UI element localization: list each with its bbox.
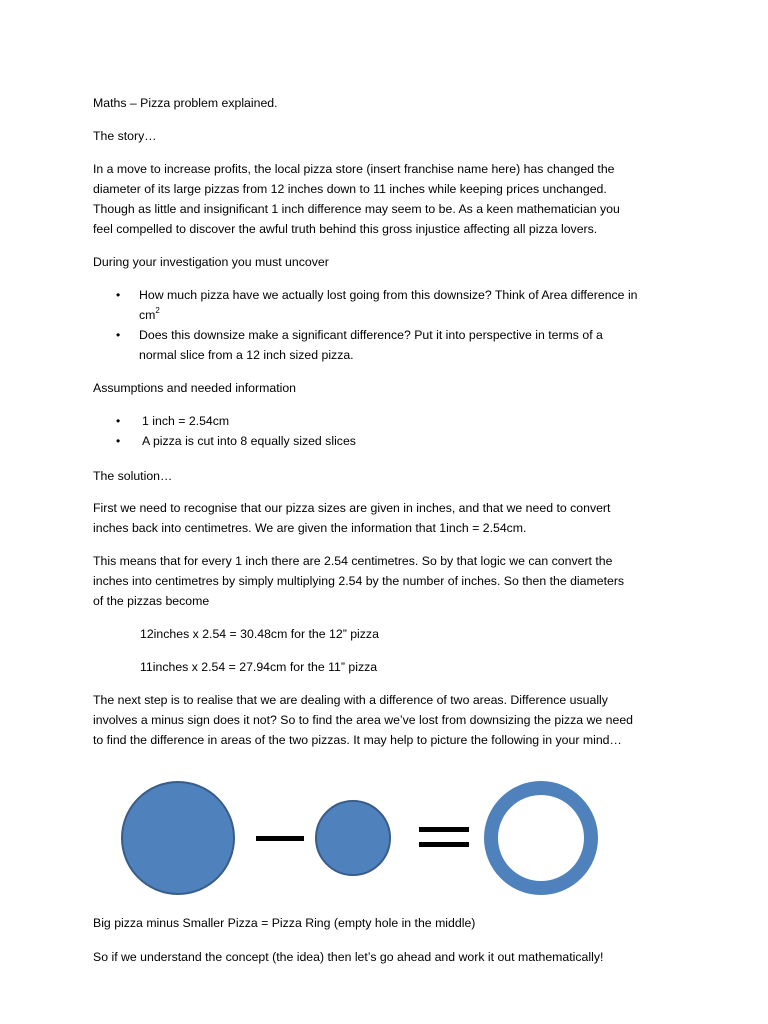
list-item	[93, 411, 683, 431]
text-line: cm	[139, 308, 156, 322]
story-paragraph	[93, 159, 683, 239]
minus-sign	[256, 836, 304, 841]
solution-paragraph-1	[93, 498, 683, 538]
investigation-intro: During your investigation you must uncover	[93, 255, 329, 269]
text-line: inches into centimetres by simply multiplying 2.54 by the number of inches. So then the diameters	[93, 574, 625, 588]
text-line: of the pizzas become	[93, 594, 210, 608]
bullet-icon: •	[116, 328, 121, 342]
text-line: diameter of its large pizzas from 12 inches down to 11 inches while keeping prices unchanged.	[93, 182, 607, 196]
big-pizza-circle	[122, 782, 234, 894]
closing-sentence: So if we understand the concept (the idea) then let’s go ahead and work it out mathematically!	[93, 950, 604, 964]
bullet-icon: •	[116, 288, 121, 302]
text-line: feel compelled to discover the awful truth behind this gross injustice affecting all pizza lovers.	[93, 222, 598, 236]
next-step-paragraph	[93, 690, 683, 750]
text-line: involves a minus sign does it not? So to find the area we’ve lost from downsizing the pizza we need	[93, 713, 633, 727]
pizza-diagram	[0, 775, 768, 905]
bullet-icon: •	[116, 414, 121, 428]
pizza-ring-circle	[491, 788, 591, 888]
text-line: inches back into centimetres. We are given the information that 1inch = 2.54cm.	[93, 521, 527, 535]
text-line: Though as little and insignificant 1 inch difference may seem to be. As a keen mathematician you	[93, 202, 620, 216]
small-pizza-circle	[316, 801, 390, 875]
text-line: How much pizza have we actually lost going from this downsize? Think of Area difference in	[139, 288, 638, 302]
assumptions-heading: Assumptions and needed information	[93, 381, 297, 395]
story-heading: The story…	[93, 129, 157, 143]
text-line: The next step is to realise that we are dealing with a difference of two areas. Difference usually	[93, 693, 608, 707]
solution-paragraph-2	[93, 551, 683, 611]
text-line: First we need to recognise that our pizza sizes are given in inches, and that we need to convert	[93, 501, 611, 515]
list-item	[93, 285, 683, 325]
text-line: 1 inch = 2.54cm	[142, 414, 230, 428]
text-line: This means that for every 1 inch there are 2.54 centimetres. So by that logic we can convert the	[93, 554, 613, 568]
equals-sign-top-bar	[419, 827, 469, 832]
list-item	[93, 325, 683, 365]
bullet-icon: •	[116, 434, 121, 448]
text-line: In a move to increase profits, the local pizza store (insert franchise name here) has changed the	[93, 162, 615, 176]
investigation-list	[93, 285, 683, 365]
document-title: Maths – Pizza problem explained.	[93, 96, 278, 110]
solution-heading: The solution…	[93, 469, 173, 483]
text-line: Does this downsize make a significant difference? Put it into perspective in terms of a	[139, 328, 603, 342]
assumptions-list	[93, 411, 683, 451]
text-line: to find the difference in areas of the two pizzas. It may help to picture the following in your mind…	[93, 733, 622, 747]
text-line: normal slice from a 12 inch sized pizza.	[139, 348, 354, 362]
calculation-12-inch: 12inches x 2.54 = 30.48cm for the 12” pizza	[140, 627, 379, 641]
superscript: 2	[155, 305, 160, 315]
text-line: A pizza is cut into 8 equally sized slices	[142, 434, 356, 448]
diagram-caption: Big pizza minus Smaller Pizza = Pizza Ring (empty hole in the middle)	[93, 916, 476, 930]
calculation-11-inch: 11inches x 2.54 = 27.94cm for the 11” pizza	[140, 660, 378, 674]
list-item	[93, 431, 683, 451]
equals-sign-bottom-bar	[419, 842, 469, 847]
